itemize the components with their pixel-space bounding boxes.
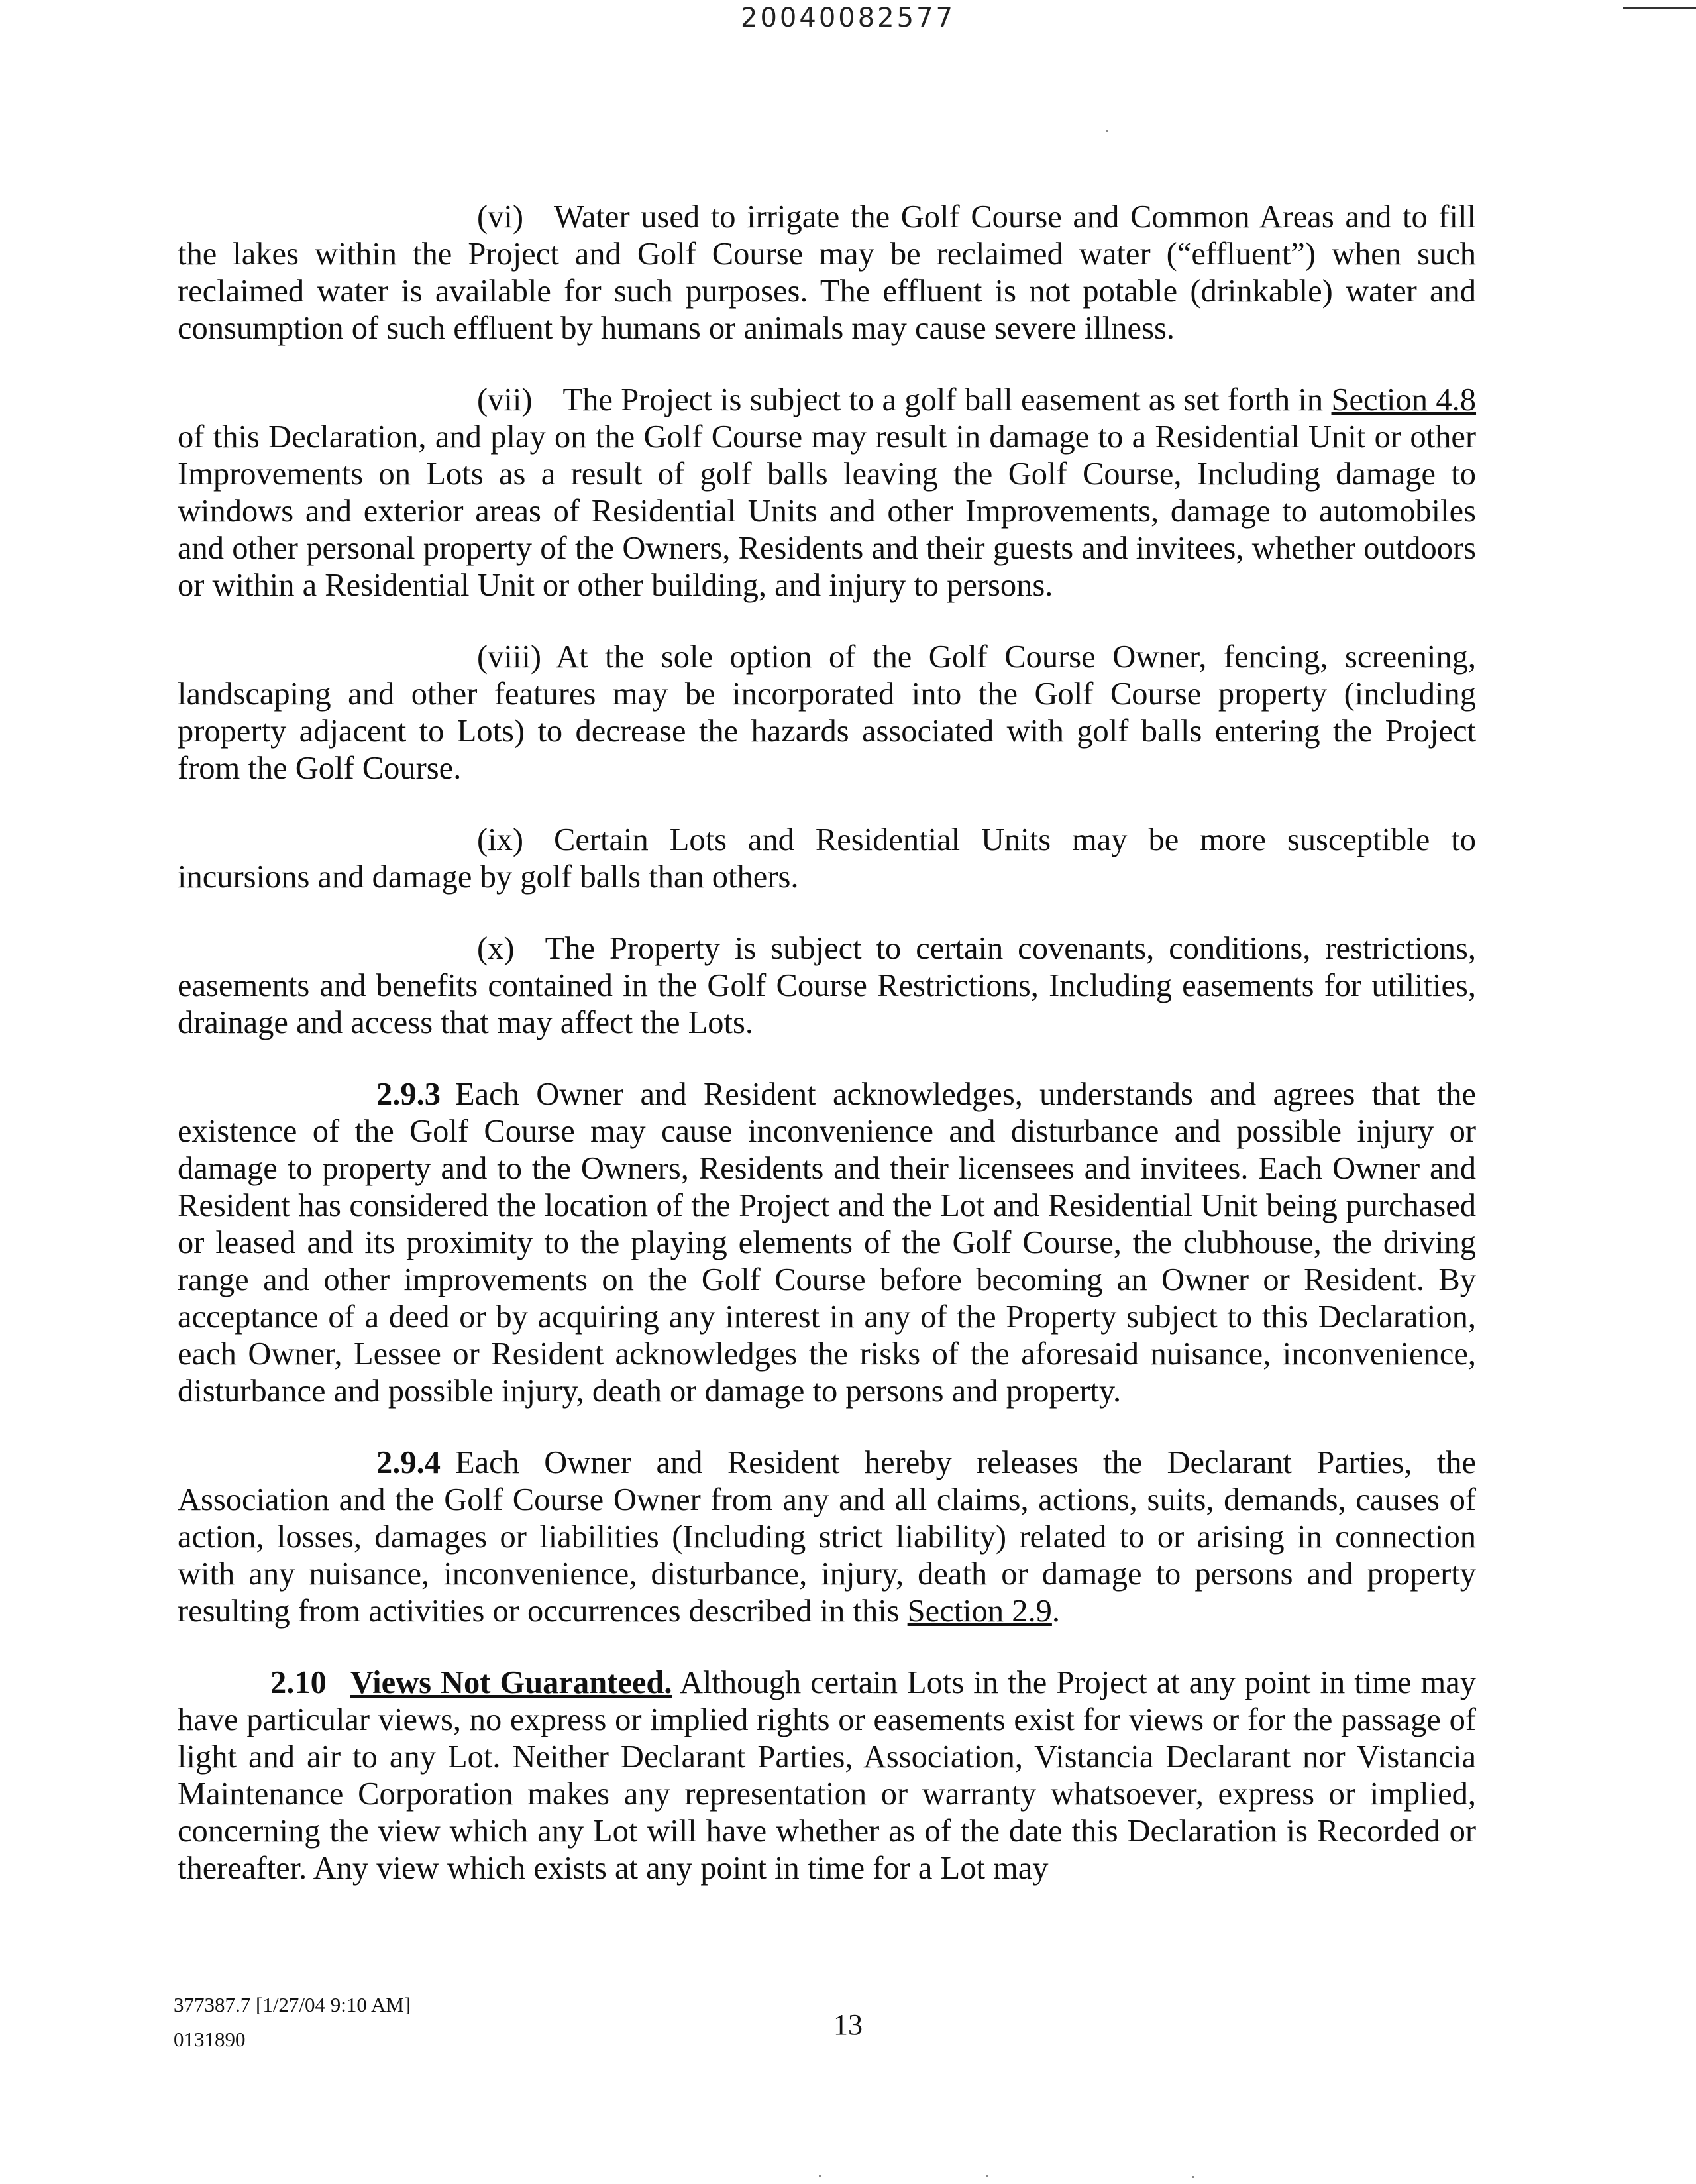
- paragraph-text: Each Owner and Resident hereby releases the Declarant Parties, the Association and the Golf Course Owner from any and all claims, actions, suits, demands, causes of action, losses, damages or liabilities (Including strict liability) related to or arising in connection with any nuisance, inconvenience, disturbance, injury, death or damage to persons and property resulting from activities or occurrences described in this: [178, 1445, 1476, 1629]
- paragraph-text: Certain Lots and Residential Units may be more susceptible to incursions and damage by golf balls than others.: [178, 822, 1476, 895]
- paragraph-viii: [178, 639, 1476, 787]
- paragraph-text-continued: of this Declaration, and play on the Golf Course may result in damage to a Residential Unit or other Improvements on Lots as a result of golf balls leaving the Golf Course, Including damage to windows and exterior areas of Residential Units and other Improvements, damage to automobiles and other personal property of the Owners, Residents and their guests and invitees, whether outdoors or within a Residential Unit or other building, and injury to persons.: [178, 419, 1476, 603]
- document-body: [178, 199, 1476, 1922]
- corner-rule: [1623, 7, 1696, 9]
- section-reference-link[interactable]: Section 2.9: [907, 1594, 1052, 1629]
- paragraph-text: Although certain Lots in the Project at any point in time may have particular views, no express or implied rights or easements exist for views or for the passage of light and air to any Lot. Neither Declarant Parties, Association, Vistancia Declarant nor Vistancia Maintenance Corporation makes any representation or warranty whatsoever, express or implied, concerning the view which any Lot will have whether as of the date this Declaration is Recorded or thereafter. Any view which exists at any point in time for a Lot may: [178, 1665, 1477, 1886]
- paragraph-text: Water used to irrigate the Golf Course and Common Areas and to fill the lakes within the Project and Golf Course may be reclaimed water (“effluent”) when such reclaimed water is available for such purposes. The effluent is not potable (drinkable) water and consumption of such effluent by humans or animals may cause severe illness.: [178, 199, 1476, 346]
- paragraph-number: (viii): [477, 639, 541, 675]
- footer-doc-ref: 377387.7 [1/27/04 9:10 AM]: [174, 1993, 411, 2016]
- document-number: 20040082577: [741, 3, 955, 33]
- section-heading: Views Not Guaranteed.: [350, 1665, 672, 1700]
- paragraph-number: (vii): [477, 382, 533, 417]
- scan-speck: [819, 2175, 821, 2177]
- paragraph-text: At the sole option of the Golf Course Owner, fencing, screening, landscaping and other features may be incorporated into the Golf Course property (including property adjacent to Lots) to decrease the hazards associated with golf balls entering the Project from the Golf Course.: [178, 639, 1476, 786]
- paragraph-number: (x): [477, 931, 515, 966]
- footer-doc-code: 0131890: [174, 2028, 246, 2051]
- paragraph-text: Each Owner and Resident acknowledges, understands and agrees that the existence of the Golf Course may cause inconvenience and disturbance and possible injury or damage to property and to the Owners, Residents and their licensees and invitees. Each Owner and Resident has considered the location of the Project and the Lot and Residential Unit being purchased or leased and its proximity to the playing elements of the Golf Course, the clubhouse, the driving range and other improvements on the Golf Course before becoming an Owner or Resident. By acceptance of a deed or by acquiring any interest in any of the Property subject to this Declaration, each Owner, Lessee or Resident acknowledges the risks of the aforesaid nuisance, inconvenience, disturbance and possible injury, death or damage to persons and property.: [178, 1077, 1476, 1409]
- scan-speck: [986, 2175, 988, 2177]
- paragraph-number: (ix): [477, 822, 524, 857]
- section-number: 2.9.4: [376, 1445, 441, 1480]
- section-reference-link[interactable]: Section 4.8: [1331, 382, 1477, 417]
- paragraph-number: (vi): [477, 199, 524, 235]
- paragraph-2-9-3: [178, 1076, 1476, 1410]
- paragraph-text: The Property is subject to certain covenants, conditions, restrictions, easements and benefits contained in the Golf Course Restrictions, Including easements for utilities, drainage and access that may affect the Lots.: [178, 931, 1476, 1040]
- scan-speck: [1192, 2176, 1194, 2178]
- paragraph-vii: [178, 382, 1476, 604]
- paragraph-vi: [178, 199, 1476, 347]
- scan-speck: [1106, 130, 1108, 132]
- paragraph-text-continued: .: [1051, 1594, 1061, 1629]
- paragraph-text: The Project is subject to a golf ball easement as set forth in: [562, 382, 1324, 417]
- page-number: 13: [833, 2008, 863, 2041]
- section-number: 2.9.3: [376, 1077, 441, 1112]
- paragraph-x: [178, 930, 1476, 1042]
- paragraph-2-10: [178, 1665, 1476, 1887]
- paragraph-2-9-4: [178, 1445, 1476, 1630]
- paragraph-ix: [178, 822, 1476, 896]
- section-number: 2.10: [270, 1665, 327, 1700]
